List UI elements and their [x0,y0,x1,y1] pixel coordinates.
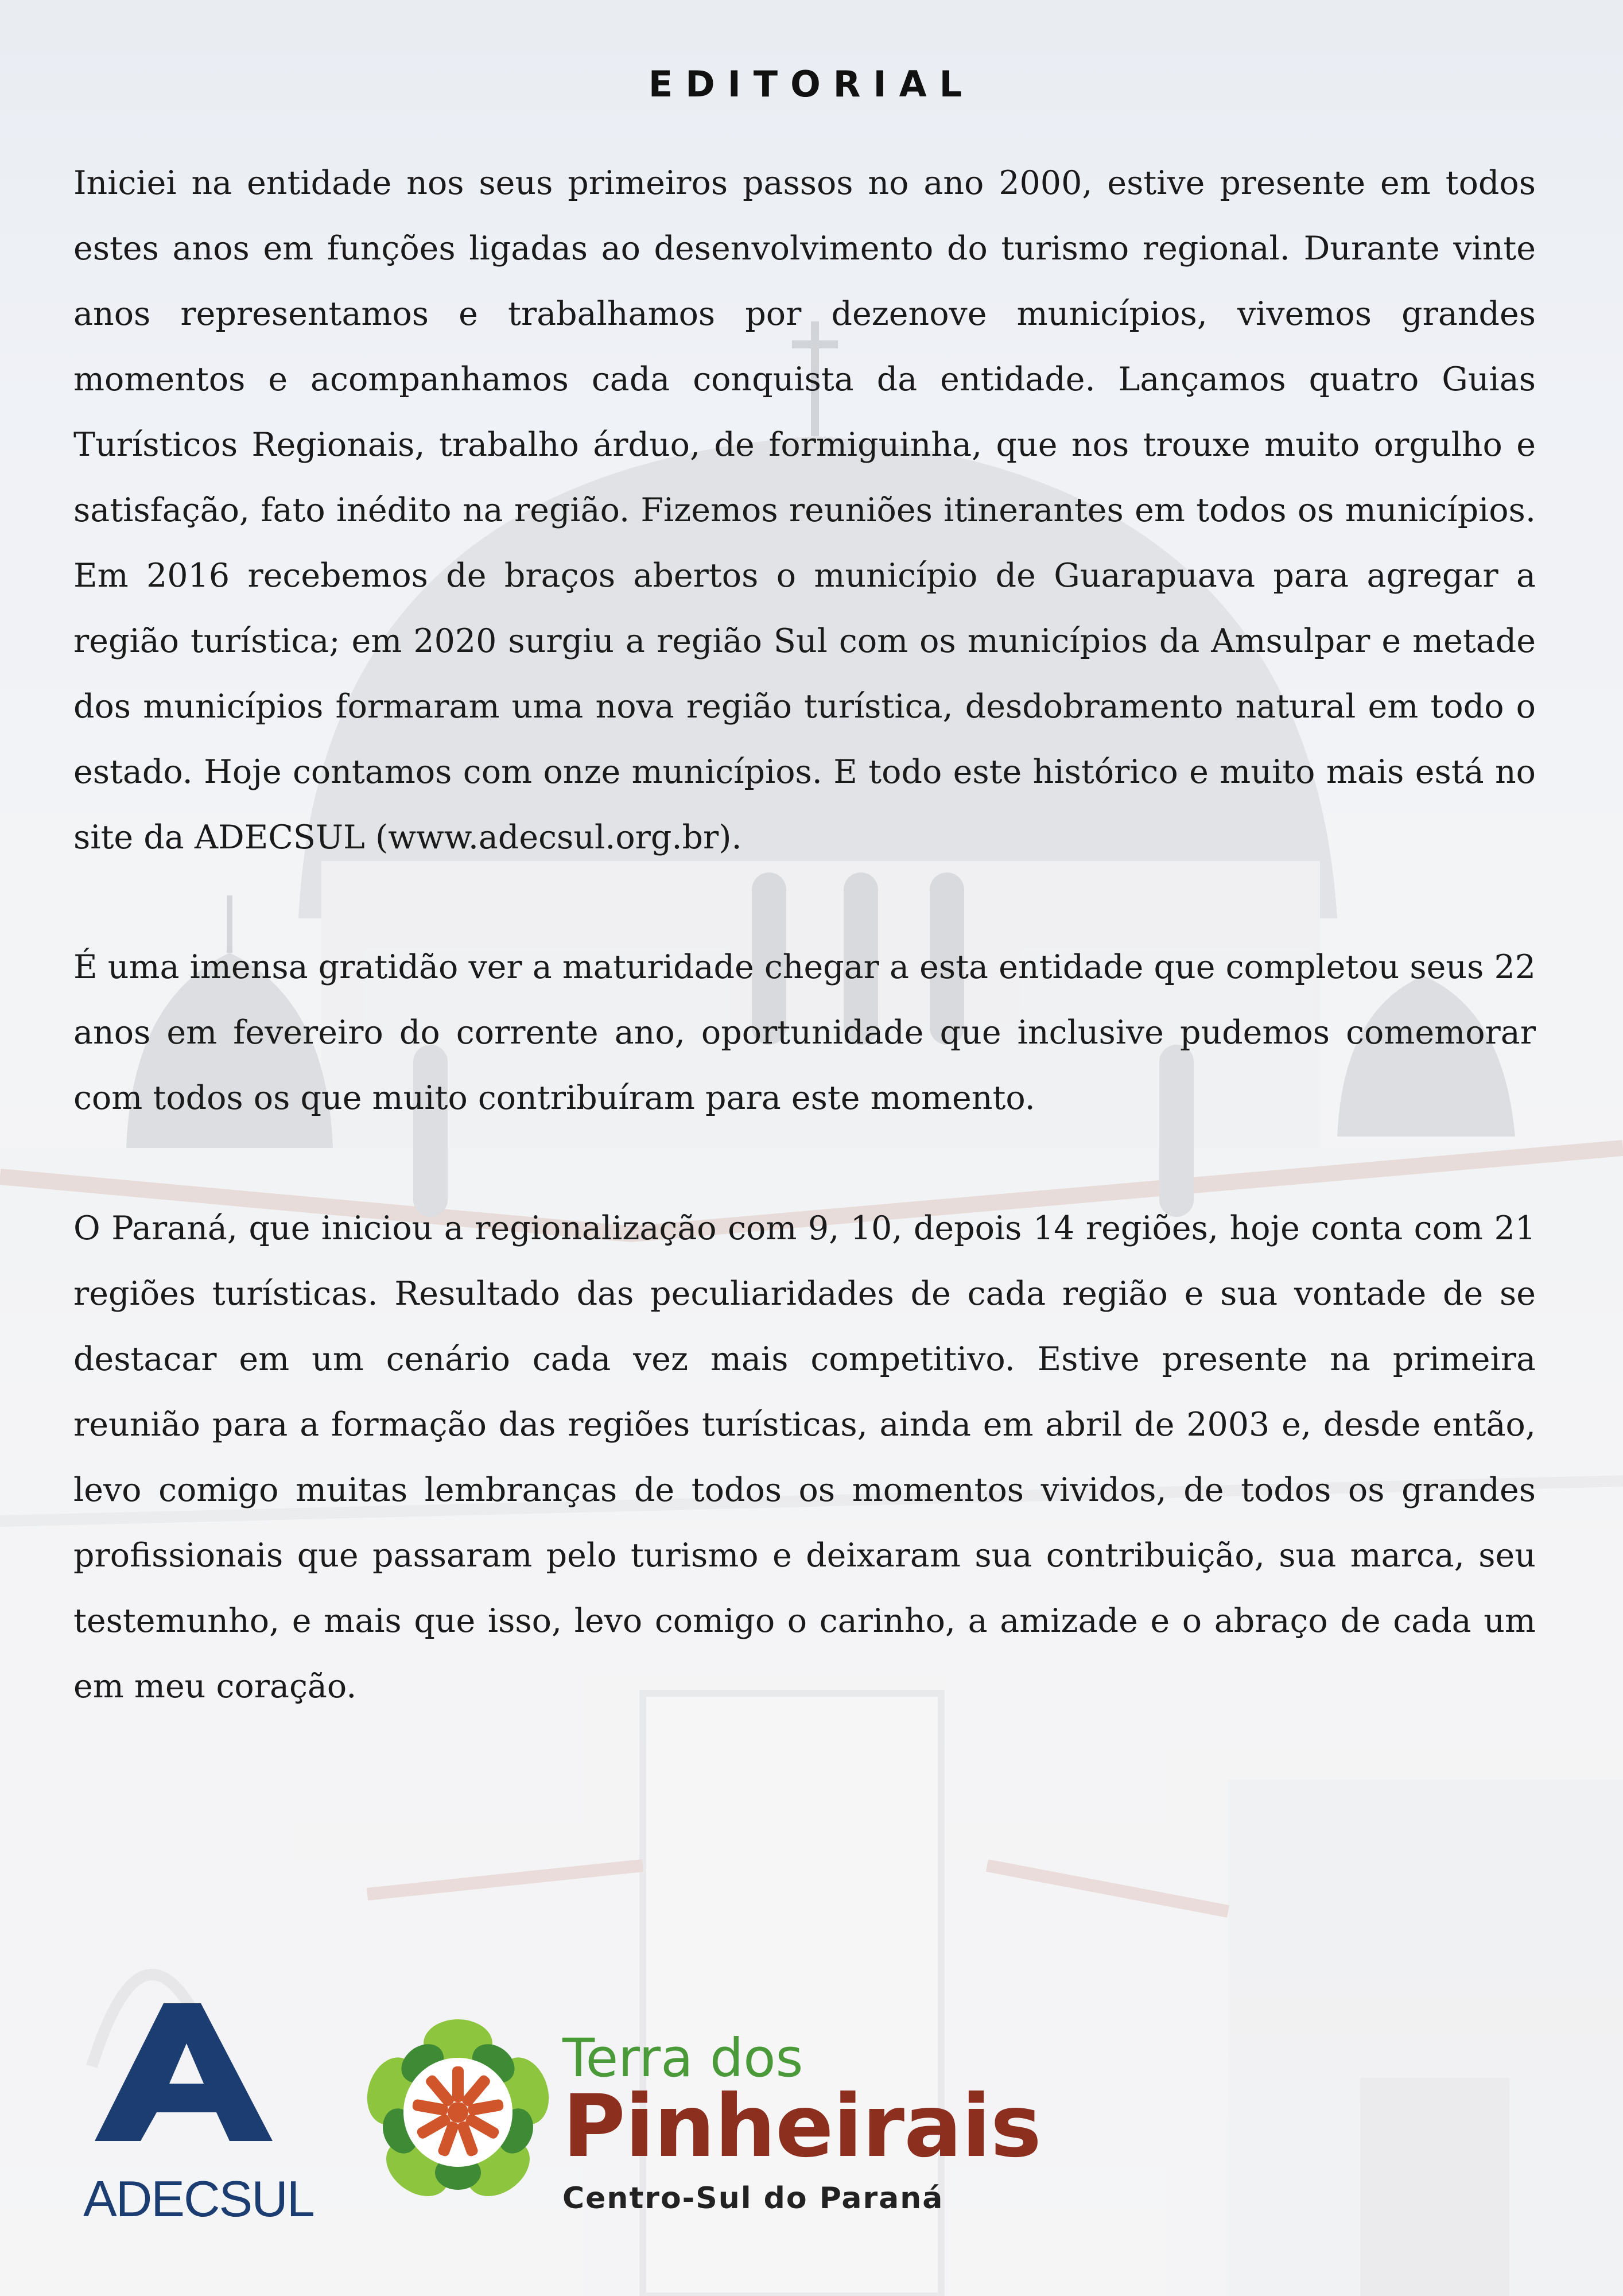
logo-line-pinheirais: Pinheirais [562,2077,1041,2177]
adecsul-logo-letter [89,2000,273,2001]
page-title: EDITORIAL [648,63,975,105]
adecsul-logo [83,1998,336,2227]
logo-line-terra-dos: Terra dos [562,2027,803,2089]
editorial-paragraph-3: O Paraná, que iniciou a regionalização com 9, 10, depois 14 regiões, hoje conta com 21 regiões turísticas. Resultado das peculiaridades de cada região e sua vontade de se destacar em um cenário cada vez mais competitivo. Estive presente na primeira reunião para a formação das regiões turísticas, ainda em abril de 2003 e, desde então, levo comigo muitas lembranças de todos os momentos vividos, de todos os grandes profissionais que passaram pelo turismo e deixaram sua contribuição, sua marca, seu testemunho, e mais que isso, levo comigo o carinho, a amizade e o abraço de cada um em meu coração. [73,1209,1536,1705]
terra-dos-pinheirais-logo [360,2015,1041,2227]
adecsul-logo-name: ADECSUL [83,2170,314,2227]
logo-line-centro-sul: Centro-Sul do Paraná [562,2181,944,2216]
pinheirais-emblem-icon [360,2015,556,2210]
editorial-paragraph-1: Iniciei na entidade nos seus primeiros passos no ano 2000, estive presente em todos estes anos em funções ligadas ao desenvolvimento do turismo regional. Durante vinte anos representamos e trabalhamos por dezenove municípios, vivemos grandes momentos e acompanhamos cada conquista da entidade. Lançamos quatro Guias Turísticos Regionais, trabalho árduo, de formiguinha, que nos trouxe muito orgulho e satisfação, fato inédito na região. Fizemos reuniões itinerantes em todos os municípios. Em 2016 recebemos de braços abertos o município de Guarapuava para agregar a região turística; em 2020 surgiu a região Sul com os municípios da Amsulpar e metade dos municípios formaram uma nova região turística, desdobramento natural em todo o estado. Hoje contamos com onze municípios. E todo este histórico e muito mais está no site da ADECSUL (www.adecsul.org.br). [73,164,1536,856]
editorial-paragraph-2: É uma imensa gratidão ver a maturidade chegar a esta entidade que completou seus 22 anos em fevereiro do corrente ano, oportunidade que inclusive pudemos comemorar com todos os que muito contribuíram para este momento. [73,948,1536,1117]
